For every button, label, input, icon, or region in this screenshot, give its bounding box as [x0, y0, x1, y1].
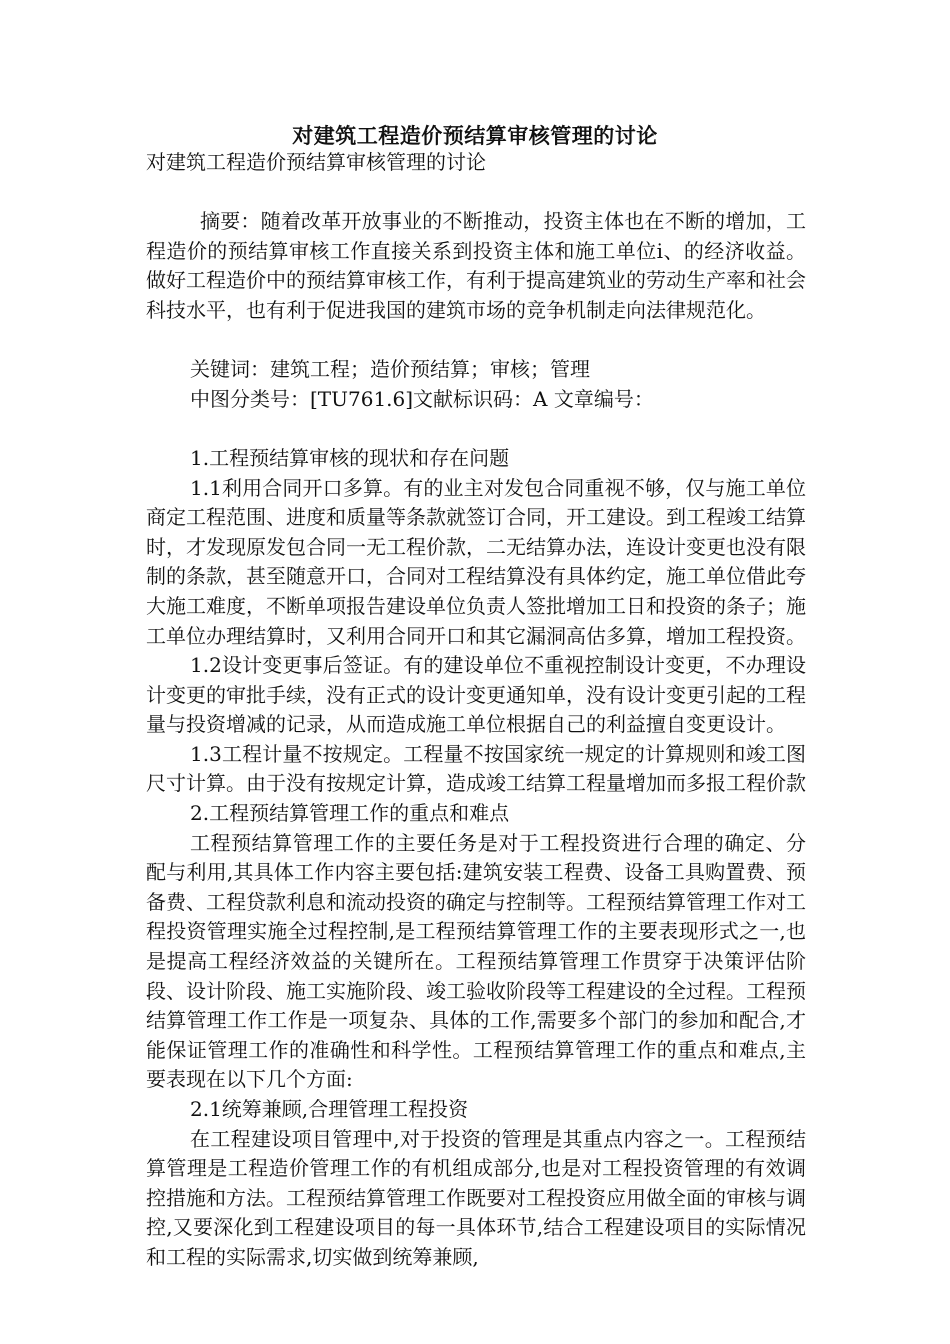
- section-heading: 2.工程预结算管理工作的重点和难点: [190, 801, 510, 826]
- spacer: [146, 178, 806, 208]
- paragraph: 工程预结算管理工作的主要任务是对于工程投资进行合理的确定、分配与利用,其具体工作内容主要包括:建筑安装工程费、设备工具购置费、预备费、工程贷款利息和流动投资的确定与控制等。工程预结算管理工作对工程投资管理实施全过程控制,是工程预结算管理工作的主要表现形式之一,也是提高工程经济效益的关键所在。工程预结算管理工作贯穿于决策评估阶段、设计阶段、施工实施阶段、竣工验收阶段等工程建设的全过程。工程预结算管理工作工作是一项复杂、具体的工作,需要多个部门的参加和配合,才能保证管理工作的准确性和科学性。工程预结算管理工作的重点和难点,主要表现在以下几个方面:: [146, 830, 806, 1092]
- keywords-line: 关键词：建筑工程；造价预结算；审核；管理: [190, 357, 590, 382]
- document-subtitle: 对建筑工程造价预结算审核管理的讨论: [146, 150, 486, 174]
- classification-line: 中图分类号：[TU761.6]文献标识码：A 文章编号：: [190, 386, 654, 411]
- paragraph: 在工程建设项目管理中,对于投资的管理是其重点内容之一。工程预结算管理是工程造价管理工作的有机组成部分,也是对工程投资管理的有效调控措施和方法。工程预结算管理工作既要对工程投资应用做全面的审核与调控,又要深化到工程建设项目的每一具体环节,结合工程建设项目的实际情况和工程的实际需求,切实做到统筹兼顾,: [146, 1126, 806, 1269]
- section-heading: 1.工程预结算审核的现状和存在问题: [190, 445, 510, 470]
- spacer: [146, 326, 806, 356]
- paragraph: 1.1利用合同开口多算。有的业主对发包合同重视不够，仅与施工单位商定工程范围、进度和质量等条款就签订合同，开工建设。到工程竣工结算时，才发现原发包合同一无工程价款，二无结算办法，连设计变更也没有限制的条款，甚至随意开口，合同对工程结算没有具体约定，施工单位借此夸大施工难度，不断单项报告建设单位负责人签批增加工日和投资的条子；施工单位办理结算时，又利用合同开口和其它漏洞高估多算，增加工程投资。: [146, 475, 806, 648]
- paragraph: 1.2设计变更事后签证。有的建设单位不重视控制设计变更，不办理设计变更的审批手续，没有正式的设计变更通知单，没有设计变更引起的工程量与投资增减的记录，从而造成施工单位根据自己的利益擅自变更设计。: [146, 653, 806, 737]
- spacer: [146, 414, 806, 444]
- subsection-heading: 2.1统筹兼顾,合理管理工程投资: [190, 1097, 469, 1121]
- paragraph: 1.3工程计量不按规定。工程量不按国家统一规定的计算规则和竣工图尺寸计算。由于没有按规定计算，造成竣工结算工程量增加而多报工程价款: [146, 741, 806, 796]
- document-title: 对建筑工程造价预结算审核管理的讨论: [292, 124, 658, 148]
- document-body: [146, 148, 806, 1273]
- abstract-paragraph: 摘要：随着改革开放事业的不断推动，投资主体也在不断的增加，工程造价的预结算审核工作直接关系到投资主体和施工单位i、的经济收益。做好工程造价中的预结算审核工作，有利于提高建筑业的劳动生产率和社会科技水平，也有利于促进我国的建筑市场的竞争机制走向法律规范化。: [146, 209, 806, 322]
